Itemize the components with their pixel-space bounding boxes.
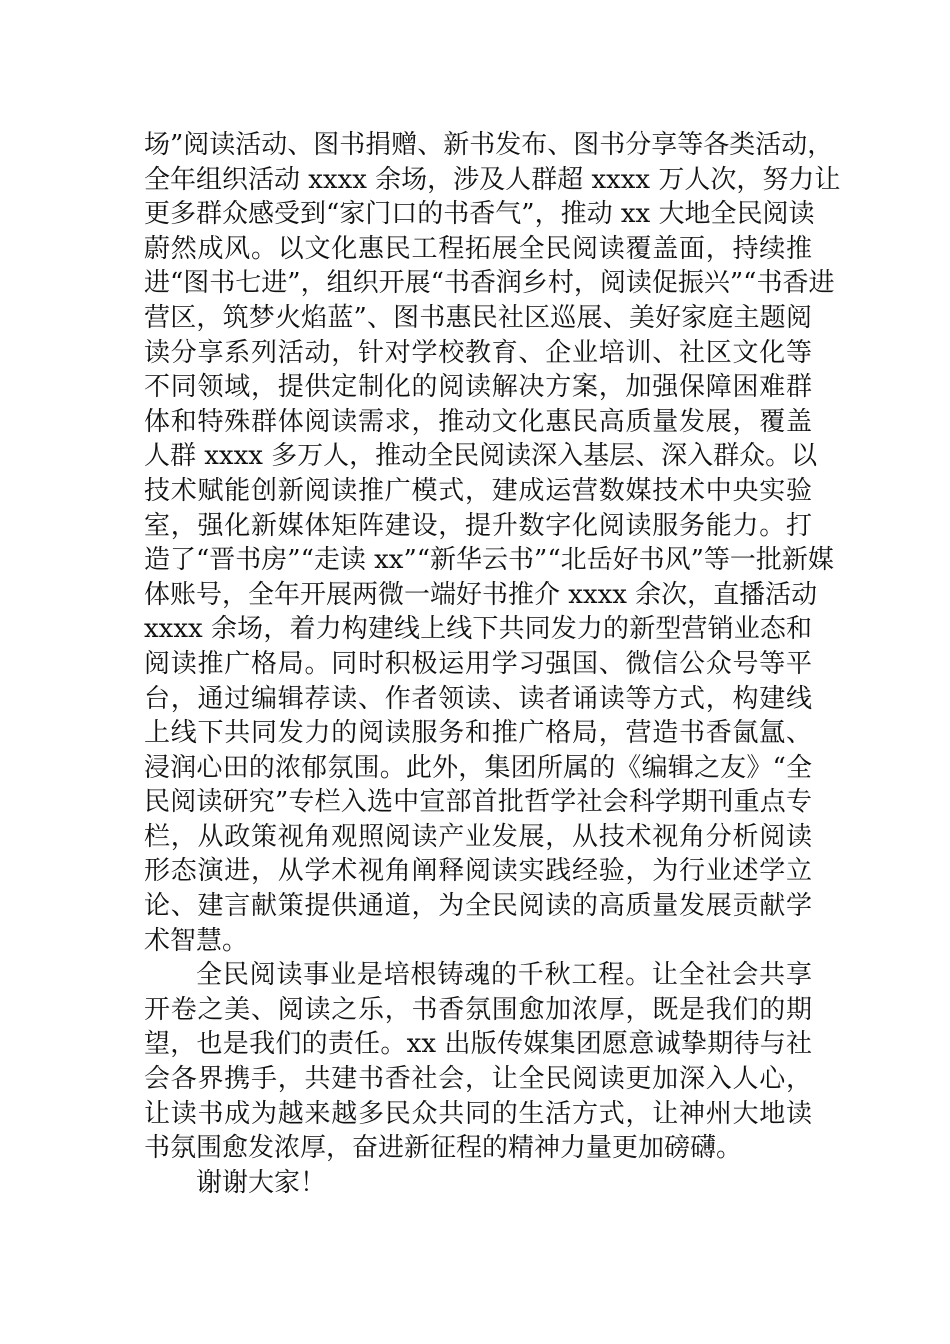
text-line: 论、建言献策提供通道，为全民阅读的高质量发展贡献学 bbox=[144, 891, 812, 922]
text-line: 全年组织活动 xxxx 余场，涉及人群超 xxxx 万人次，努力让 bbox=[144, 164, 841, 195]
text-line: 浸润心田的浓郁氛围。此外，集团所属的《编辑之友》“全 bbox=[144, 752, 812, 783]
text-line: 民阅读研究”专栏入选中宣部首批哲学社会科学期刊重点专 bbox=[144, 787, 812, 818]
text-line: xxxx 余场，着力构建线上线下共同发力的新型营销业态和 bbox=[144, 614, 812, 645]
text-line: 读分享系列活动，针对学校教育、企业培训、社区文化等 bbox=[144, 337, 812, 368]
text-line: 会各界携手，共建书香社会，让全民阅读更加深入人心， bbox=[144, 1064, 812, 1095]
text-line: 体和特殊群体阅读需求，推动文化惠民高质量发展，覆盖 bbox=[144, 406, 812, 437]
text-line: 技术赋能创新阅读推广模式，建成运营数媒技术中央实验 bbox=[144, 475, 812, 506]
text-line: 栏，从政策视角观照阅读产业发展，从技术视角分析阅读 bbox=[144, 821, 812, 852]
document-body bbox=[144, 128, 841, 1200]
text-line: 场”阅读活动、图书捐赠、新书发布、图书分享等各类活动， bbox=[144, 130, 834, 160]
text-line: 台，通过编辑荐读、作者领读、读者诵读等方式，构建线 bbox=[144, 683, 812, 714]
closing-line: 谢谢大家！ bbox=[196, 1167, 327, 1198]
text-line: 书氛围愈发浓厚，奋进新征程的精神力量更加磅礴。 bbox=[144, 1133, 743, 1164]
closing-paragraph bbox=[144, 1166, 812, 1201]
text-line: 室，强化新媒体矩阵建设，提升数字化阅读服务能力。打 bbox=[144, 510, 812, 541]
text-line: 阅读推广格局。同时积极运用学习强国、微信公众号等平 bbox=[144, 648, 812, 679]
text-line: 望，也是我们的责任。xx 出版传媒集团愿意诚挚期待与社 bbox=[144, 1029, 812, 1060]
text-line: 体账号，全年开展两微一端好书推介 xxxx 余次，直播活动 bbox=[144, 579, 818, 610]
text-line: 全民阅读事业是培根铸魂的千秋工程。让全社会共享 bbox=[196, 960, 812, 991]
text-line: 营区，筑梦火焰蓝”、图书惠民社区巡展、美好家庭主题阅 bbox=[144, 302, 812, 333]
text-line: 开卷之美、阅读之乐，书香氛围愈加浓厚，既是我们的期 bbox=[144, 994, 812, 1025]
text-line: 上线下共同发力的阅读服务和推广格局，营造书香氤氲、 bbox=[144, 718, 812, 749]
text-line: 术智慧。 bbox=[144, 925, 249, 956]
text-line: 更多群众感受到“家门口的书香气”，推动 xx 大地全民阅读 bbox=[144, 199, 815, 230]
text-line: 造了“晋书房”“走读 xx”“新华云书”“北岳好书风”等一批新媒 bbox=[144, 545, 834, 576]
text-line: 人群 xxxx 多万人，推动全民阅读深入基层、深入群众。以 bbox=[144, 441, 818, 472]
text-line: 不同领域，提供定制化的阅读解决方案，加强保障困难群 bbox=[144, 372, 812, 403]
paragraph-2 bbox=[144, 958, 812, 1166]
paragraph-1 bbox=[144, 128, 841, 958]
text-line: 形态演进，从学术视角阐释阅读实践经验，为行业述学立 bbox=[144, 856, 812, 887]
text-line: 进“图书七进”，组织开展“书香润乡村，阅读促振兴”“书香进 bbox=[144, 268, 835, 299]
text-line: 蔚然成风。以文化惠民工程拓展全民阅读覆盖面，持续推 bbox=[144, 233, 812, 264]
text-line: 让读书成为越来越多民众共同的生活方式，让神州大地读 bbox=[144, 1098, 812, 1129]
